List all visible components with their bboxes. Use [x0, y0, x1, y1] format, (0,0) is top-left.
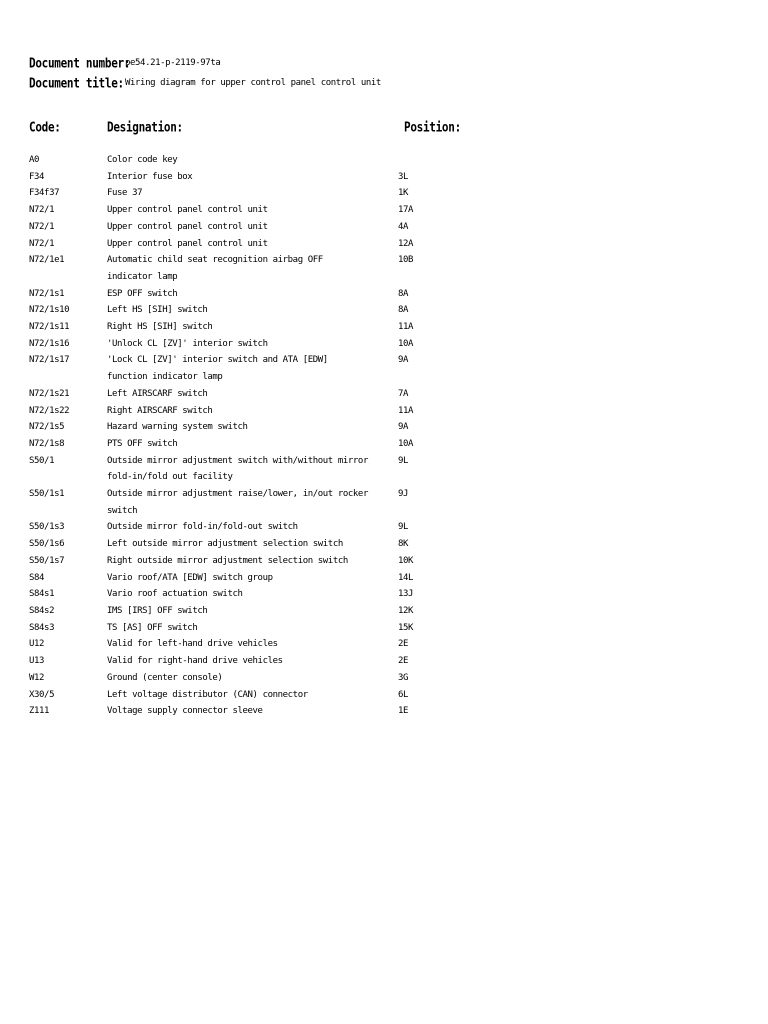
- table-row: [0, 403, 768, 420]
- position-cell: 9J: [398, 489, 409, 500]
- position-cell: 3G: [398, 672, 409, 683]
- code-column-header: Code:: [29, 119, 61, 136]
- designation-cell: Outside mirror fold-in/fold-out switch: [107, 522, 298, 533]
- table-row: [0, 536, 768, 553]
- code-cell: S50/1s7: [29, 555, 65, 566]
- position-cell: 6L: [398, 689, 409, 700]
- table-row: [0, 302, 768, 319]
- code-cell: S84s1: [29, 589, 55, 600]
- designation-cell: Right AIRSCARF switch: [107, 405, 213, 416]
- table-row: [0, 436, 768, 453]
- position-cell: 9A: [398, 355, 409, 366]
- designation-cell: Fuse 37: [107, 188, 143, 199]
- table-row: [0, 152, 768, 169]
- designation-cell: Left HS [SIH] switch: [107, 305, 208, 316]
- position-cell: 7A: [398, 388, 409, 399]
- designation-cell: Vario roof actuation switch: [107, 589, 243, 600]
- code-cell: S84s2: [29, 605, 55, 616]
- position-cell: 17A: [398, 205, 414, 216]
- designation-cell: Left voltage distributor (CAN) connector: [107, 689, 308, 700]
- designation-cell: Upper control panel control unit: [107, 238, 268, 249]
- table-row: [0, 419, 768, 436]
- code-cell: U12: [29, 639, 45, 650]
- position-cell: 14L: [398, 572, 414, 583]
- designation-cell: Outside mirror adjustment raise/lower, in/out rocker switch: [107, 489, 368, 516]
- position-cell: 10B: [398, 255, 414, 266]
- table-row: [0, 286, 768, 303]
- position-column-header: Position:: [404, 119, 461, 136]
- code-cell: Z111: [29, 706, 50, 717]
- designation-cell: Outside mirror adjustment switch with/without mirror fold-in/fold out facility: [107, 455, 368, 483]
- designation-column-header: Designation:: [107, 119, 183, 136]
- designation-cell: Upper control panel control unit: [107, 205, 268, 216]
- code-cell: N72/1s1: [29, 288, 65, 299]
- position-cell: 11A: [398, 322, 414, 333]
- position-cell: 9L: [398, 522, 409, 533]
- designation-cell: Right outside mirror adjustment selection switch: [107, 555, 348, 566]
- designation-cell: Automatic child seat recognition airbag OFF indicator lamp: [107, 255, 323, 282]
- position-cell: 10A: [398, 438, 414, 449]
- position-cell: 11A: [398, 405, 414, 416]
- designation-cell: PTS OFF switch: [107, 438, 178, 449]
- code-cell: S50/1s3: [29, 522, 65, 533]
- table-row: [0, 687, 768, 704]
- code-cell: S84: [29, 572, 45, 583]
- table-row: [0, 603, 768, 620]
- designation-cell: Left AIRSCARF switch: [107, 388, 208, 399]
- designation-cell: Ground (center console): [107, 672, 223, 683]
- table-row: [0, 586, 768, 603]
- designation-cell: Valid for right-hand drive vehicles: [107, 656, 283, 667]
- table-row: [0, 169, 768, 186]
- code-cell: W12: [29, 672, 45, 683]
- designation-cell: Interior fuse box: [107, 171, 193, 182]
- table-row: [0, 185, 768, 202]
- table-row: [0, 202, 768, 219]
- designation-cell: Hazard warning system switch: [107, 422, 248, 433]
- position-cell: 4A: [398, 221, 409, 232]
- code-cell: A0: [29, 155, 40, 165]
- position-cell: 8A: [398, 288, 409, 299]
- table-row: [0, 670, 768, 687]
- table-row: [0, 336, 768, 353]
- code-cell: S50/1: [29, 455, 55, 466]
- position-cell: 3L: [398, 171, 409, 182]
- code-cell: N72/1s21: [29, 388, 70, 399]
- position-cell: 8A: [398, 305, 409, 316]
- code-cell: N72/1: [29, 238, 55, 249]
- table-row: [0, 319, 768, 336]
- designation-cell: Valid for left-hand drive vehicles: [107, 639, 278, 650]
- designation-cell: IMS [IRS] OFF switch: [107, 605, 208, 616]
- code-cell: S50/1s6: [29, 539, 65, 550]
- position-cell: 9L: [398, 455, 409, 466]
- designation-cell: ESP OFF switch: [107, 288, 178, 299]
- code-cell: X30/5: [29, 689, 55, 700]
- code-cell: N72/1: [29, 205, 55, 216]
- table-row: [0, 570, 768, 587]
- code-cell: N72/1s8: [29, 438, 65, 449]
- code-cell: N72/1s10: [29, 305, 70, 316]
- code-cell: N72/1s5: [29, 422, 65, 433]
- table-row: [0, 219, 768, 236]
- code-cell: F34: [29, 171, 45, 182]
- position-cell: 15K: [398, 622, 414, 633]
- designation-cell: Upper control panel control unit: [107, 221, 268, 232]
- document-title-value: Wiring diagram for upper control panel control unit: [125, 78, 381, 88]
- document-number-value: pe54.21-p-2119-97ta: [125, 58, 221, 68]
- table-row: [0, 386, 768, 403]
- table-row: [0, 236, 768, 253]
- code-cell: S50/1s1: [29, 489, 65, 500]
- table-row: [0, 486, 768, 519]
- position-cell: 10A: [398, 338, 414, 349]
- position-cell: 8K: [398, 539, 409, 550]
- designation-cell: 'Lock CL [ZV]' interior switch and ATA [EDW] function indicator lamp: [107, 355, 328, 383]
- designation-cell: Vario roof/ATA [EDW] switch group: [107, 572, 273, 583]
- document-number-label: Document number:: [29, 55, 131, 72]
- legend-table: [0, 152, 768, 720]
- designation-cell: Left outside mirror adjustment selection switch: [107, 539, 343, 550]
- code-cell: N72/1s22: [29, 405, 70, 416]
- table-row: [0, 636, 768, 653]
- table-row: [0, 553, 768, 570]
- table-row: [0, 252, 768, 285]
- table-row: [0, 620, 768, 637]
- table-row: [0, 453, 768, 486]
- position-cell: 9A: [398, 422, 409, 433]
- code-cell: F34f37: [29, 188, 60, 199]
- position-cell: 2E: [398, 639, 409, 650]
- position-cell: 10K: [398, 555, 414, 566]
- code-cell: N72/1: [29, 221, 55, 232]
- code-cell: U13: [29, 656, 45, 667]
- code-cell: N72/1e1: [29, 255, 65, 266]
- code-cell: N72/1s11: [29, 322, 70, 333]
- position-cell: 1K: [398, 188, 409, 199]
- code-cell: N72/1s17: [29, 355, 70, 366]
- code-cell: N72/1s16: [29, 338, 70, 349]
- document-title-label: Document title:: [29, 75, 124, 92]
- table-row: [0, 653, 768, 670]
- designation-cell: TS [AS] OFF switch: [107, 622, 198, 633]
- designation-cell: 'Unlock CL [ZV]' interior switch: [107, 338, 268, 349]
- position-cell: 13J: [398, 589, 414, 600]
- code-cell: S84s3: [29, 622, 55, 633]
- designation-cell: Color code key: [107, 155, 178, 165]
- position-cell: 12K: [398, 605, 414, 616]
- position-cell: 12A: [398, 238, 414, 249]
- position-cell: 2E: [398, 656, 409, 667]
- table-row: [0, 519, 768, 536]
- table-row: [0, 352, 768, 385]
- designation-cell: Voltage supply connector sleeve: [107, 706, 263, 717]
- designation-cell: Right HS [SIH] switch: [107, 322, 213, 333]
- position-cell: 1E: [398, 706, 409, 717]
- table-row: [0, 703, 768, 720]
